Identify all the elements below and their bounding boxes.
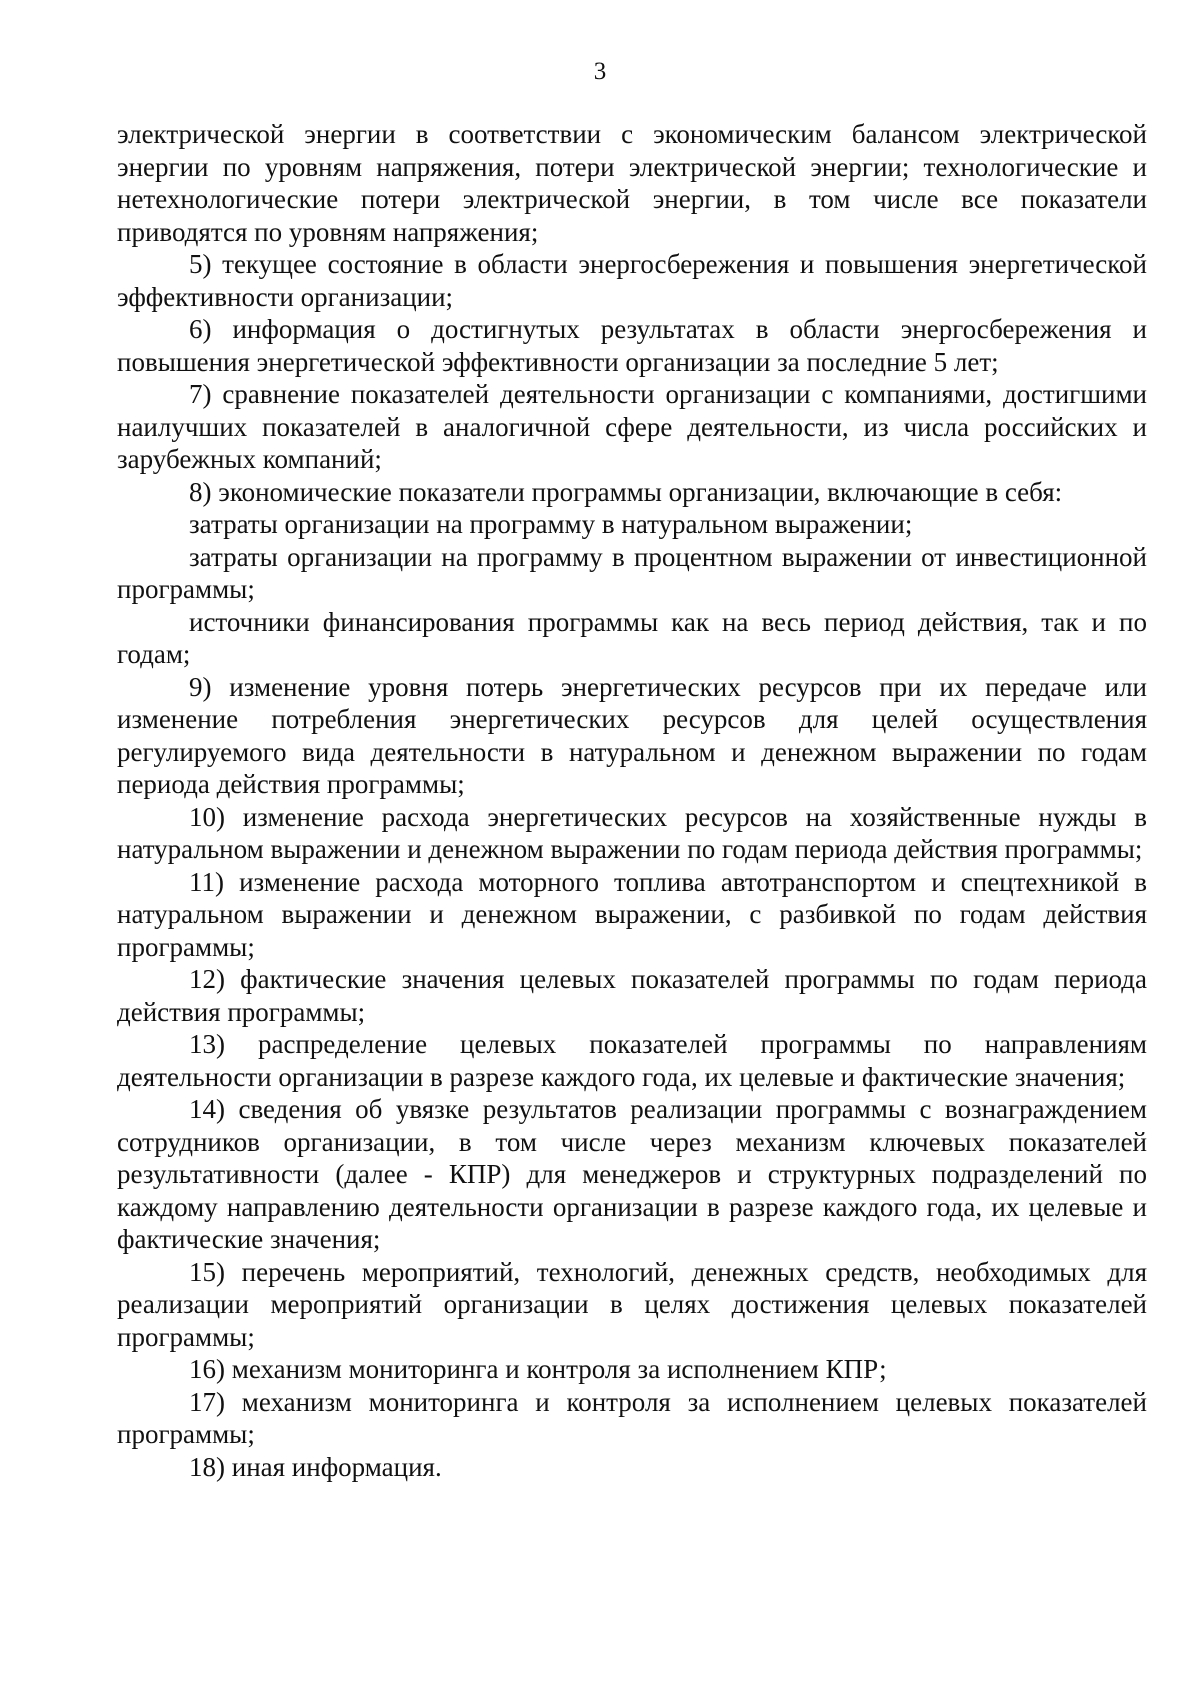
sub-item-costs-natural: затраты организации на программу в натуральном выражении; [189, 509, 913, 539]
list-item-15: 15) перечень мероприятий, технологий, денежных средств, необходимых для реализации мероприятий организации в целях достижения целевых показателей программы; [117, 1256, 1147, 1352]
list-item-16: 16) механизм мониторинга и контроля за исполнением КПР; [189, 1354, 887, 1384]
list-item-14: 14) сведения об увязке результатов реализации программы с вознаграждением сотрудников организации, в том числе через механизм ключевых показателей результативности (далее - КПР) для менеджеров и структурных подразделений по каждому направлению деятельности организации в разрезе каждого года, их целевые и фактические значения; [117, 1094, 1147, 1254]
list-item-18: 18) иная информация. [189, 1451, 442, 1482]
list-item-6: 6) информация о достигнутых результатах в области энергосбережения и повышения энергетической эффективности организации за последние 5 лет; [117, 314, 1147, 377]
list-item-8: 8) экономические показатели программы организации, включающие в себя: [189, 476, 1063, 507]
list-item-11: 11) изменение расхода моторного топлива автотранспортом и спецтехникой в натуральном выражении и денежном выражении, с разбивкой по годам действия программы; [117, 866, 1147, 962]
paragraph-continuation: электрической энергии в соответствии с экономическим балансом электрической энергии по уровням напряжения, потери электрической энергии; технологические и нетехнологические потери электрической энергии, в том числе все показатели приводятся по уровням напряжения; [117, 119, 1147, 247]
sub-item-costs-percent: затраты организации на программу в процентном выражении от инвестиционной программы; [117, 541, 1147, 604]
document-body [117, 118, 1147, 1483]
list-item-7: 7) сравнение показателей деятельности организации с компаниями, достигшими наилучших показателей в аналогичной сфере деятельности, из числа российских и зарубежных компаний; [117, 379, 1147, 474]
list-item-13: 13) распределение целевых показателей программы по направлениям деятельности организации в разрезе каждого года, их целевые и фактические значения; [117, 1029, 1147, 1092]
sub-item-funding-sources: источники финансирования программы как на весь период действия, так и по годам; [117, 606, 1147, 669]
list-item-12: 12) фактические значения целевых показателей программы по годам периода действия программы; [117, 964, 1147, 1027]
list-item-9: 9) изменение уровня потерь энергетических ресурсов при их передаче или изменение потребления энергетических ресурсов для целей осуществления регулируемого вида деятельности в натуральном и денежном выражении по годам периода действия программы; [117, 671, 1147, 799]
list-item-17: 17) механизм мониторинга и контроля за исполнением целевых показателей программы; [117, 1386, 1147, 1449]
list-item-5: 5) текущее состояние в области энергосбережения и повышения энергетической эффективности организации; [117, 249, 1147, 312]
list-item-10: 10) изменение расхода энергетических ресурсов на хозяйственные нужды в натуральном выражении и денежном выражении по годам периода действия программы; [117, 801, 1147, 864]
page-number: 3 [593, 58, 607, 85]
